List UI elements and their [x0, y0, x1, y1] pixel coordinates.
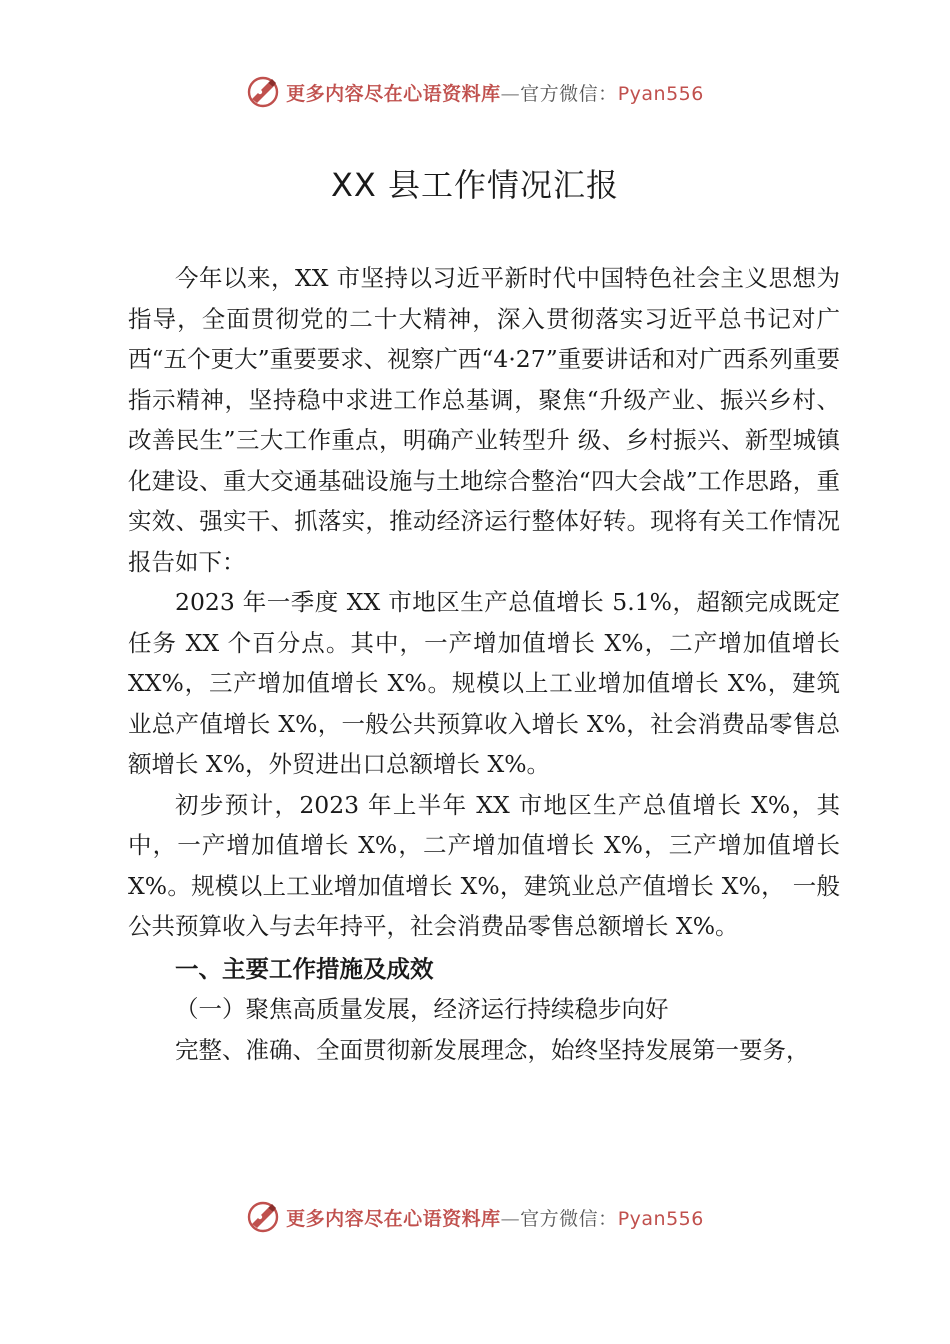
watermark-library-text: 更多内容尽在心语资料库 — [286, 82, 501, 105]
watermark-official-text: 官方微信： — [520, 82, 618, 105]
watermark-wechat-id: Pyan556 — [617, 1207, 704, 1230]
subsection-heading-1: （一）聚焦高质量发展，经济运行持续稳步向好 — [175, 995, 669, 1023]
watermark-official-text: 官方微信： — [520, 1207, 618, 1230]
header-watermark[interactable] — [0, 72, 950, 112]
pen-circle-logo-icon — [246, 75, 280, 109]
watermark-library-text: 更多内容尽在心语资料库 — [286, 1207, 501, 1230]
body-paragraph-4: 完整、准确、全面贯彻新发展理念，始终坚持发展第一要务， — [175, 1035, 810, 1064]
document-body — [128, 258, 840, 1070]
watermark-dash: — — [500, 1207, 521, 1230]
footer-watermark[interactable] — [0, 1197, 950, 1237]
body-paragraph-2: 2023 年一季度 XX 市地区生产总值增长 5.1%，超额完成既定任务 XX 个百分点。其中，一产增加值增长 X%，二产增加值增长 XX%，三产增加值增长 X%。规模以上工业增加值增长 X%，建筑业总产值增长 X%，一般公共预算收入增长 X%，社会消费品零售总额增长 X%，外贸进出口总额增长 X%。 — [128, 588, 840, 778]
document-title: XX 县工作情况汇报 — [330, 166, 620, 204]
watermark-wechat-id: Pyan556 — [617, 82, 704, 105]
pen-circle-logo-icon — [246, 1200, 280, 1234]
body-paragraph-3: 初步预计，2023 年上半年 XX 市地区生产总值增长 X%，其中，一产增加值增长 X%，二产增加值增长 X%，三产增加值增长 X%。规模以上工业增加值增长 X%，建筑业总产值增长 X%， 一般公共预算收入与去年持平，社会消费品零售总额增长 X%。 — [128, 790, 840, 940]
body-paragraph-1: 今年以来，XX 市坚持以习近平新时代中国特色社会主义思想为指导，全面贯彻党的二十大精神，深入贯彻落实习近平总书记对广西“五个更大”重要要求、视察广西“4·27”重要讲话和对广西系列重要指示精神，坚持稳中求进工作总基调，聚焦“升级产业、振兴乡村、改善民生”三大工作重点，明确产业转型升 级、乡村振兴、新型城镇化建设、重大交通基础设施与土地综合整治“四大会战”工作思路，重实效、强实干、抓落实，推动经济运行整体好转。现将有关工作情况报告如下： — [128, 264, 840, 576]
watermark-dash: — — [500, 82, 521, 105]
section-heading-1: 一、主要工作措施及成效 — [175, 954, 434, 983]
